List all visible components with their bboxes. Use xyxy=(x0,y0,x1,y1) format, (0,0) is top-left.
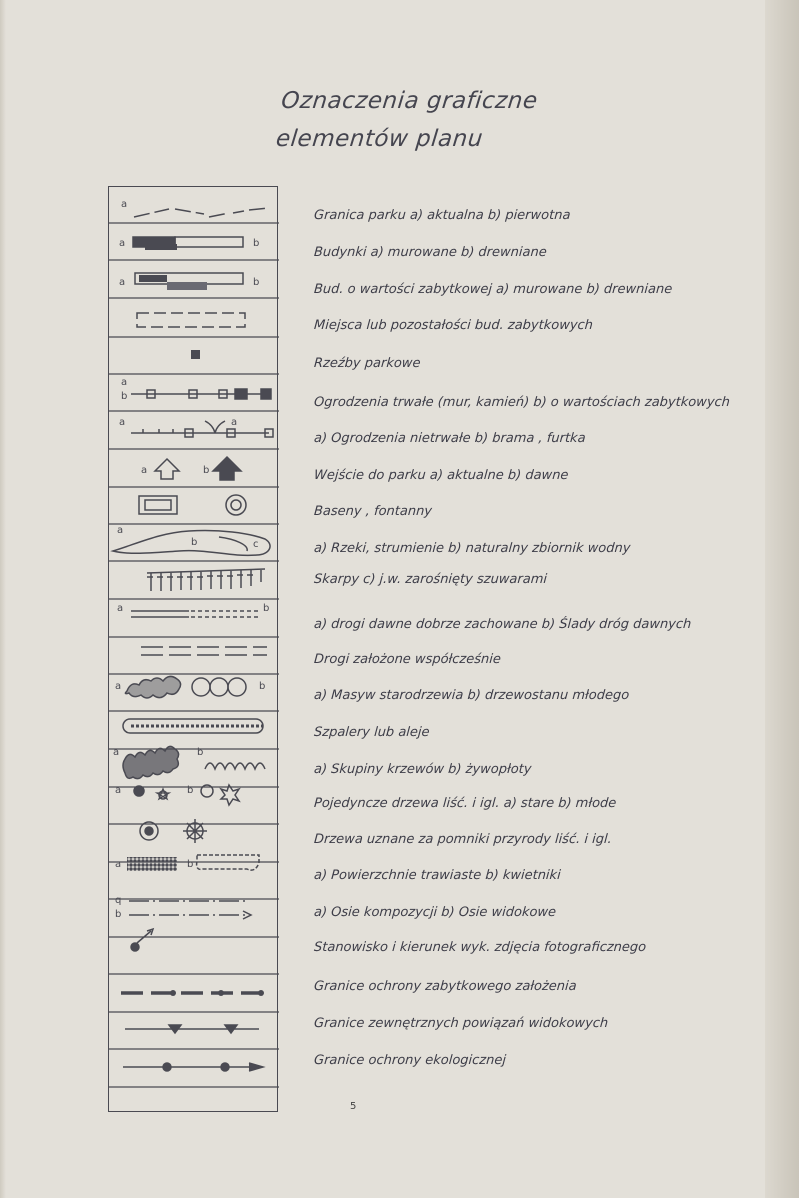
legend-text-shrubs: a) Skupiny krzewów b) żywopłoty xyxy=(313,762,532,777)
svg-text:b: b xyxy=(253,277,260,288)
symbol-pools-fountains xyxy=(139,495,246,515)
svg-text:a: a xyxy=(113,747,120,758)
symbol-view-boundary xyxy=(125,1025,259,1033)
page-left-shadow xyxy=(0,0,6,1198)
symbol-rivers xyxy=(113,525,270,555)
svg-text:b: b xyxy=(115,909,122,920)
legend-text-buildings: Budynki a) murowane b) drewniane xyxy=(313,245,548,260)
svg-text:b: b xyxy=(191,537,198,548)
legend-text-alleys: Szpalery lub aleje xyxy=(313,725,431,740)
legend-text-grass: a) Powierzchnie trawiaste b) kwietniki xyxy=(313,868,562,883)
svg-text:a: a xyxy=(117,525,124,536)
symbol-nature-monuments xyxy=(140,819,207,843)
svg-text:b: b xyxy=(121,391,128,402)
symbol-permanent-fences xyxy=(121,377,271,402)
legend-text-permanent-fences: Ogrodzenia trwałe (mur, kamień) b) o wartościach zabytkowych xyxy=(313,395,731,410)
svg-text:a: a xyxy=(119,238,126,249)
legend-text-modern-roads: Drogi założone współcześnie xyxy=(313,652,502,667)
legend-symbol-column xyxy=(108,186,278,1112)
legend-text-historic-buildings: Bud. o wartości zabytkowej a) murowane b) drewniane xyxy=(313,282,673,297)
svg-text:a: a xyxy=(119,277,126,288)
legend-symbols xyxy=(109,187,279,1113)
symbol-park-sculpture xyxy=(191,350,200,359)
symbol-historic-remains xyxy=(137,313,245,327)
svg-text:b: b xyxy=(203,465,210,476)
svg-text:a: a xyxy=(117,603,124,614)
legend-text-historic-remains: Miejsca lub pozostałości bud. zabytkowych xyxy=(313,318,594,333)
legend-text-non-permanent-fences: a) Ogrodzenia nietrwałe b) brama , furtka xyxy=(313,431,587,446)
legend-text-nature-monuments: Drzewa uznane za pomniki przyrody liść. i igl. xyxy=(313,832,613,847)
legend-text-view-boundary: Granice zewnętrznych powiązań widokowych xyxy=(313,1016,609,1031)
symbol-eco-boundary xyxy=(123,1063,263,1071)
svg-text:a: a xyxy=(115,859,122,870)
svg-text:b: b xyxy=(197,747,204,758)
symbol-escarpments xyxy=(147,569,265,591)
page-number: 5 xyxy=(350,1101,357,1112)
legend-text-park-boundary: Granica parku a) aktualna b) pierwotna xyxy=(313,208,571,223)
legend-text-escarpments: Skarpy c) j.w. zarośnięty szuwarami xyxy=(313,572,548,587)
legend-text-old-roads: a) drogi dawne dobrze zachowane b) Ślady dróg dawnych xyxy=(313,617,692,632)
legend-text-rivers: a) Rzeki, strumienie b) naturalny zbiornik wodny xyxy=(313,541,631,556)
svg-text:b: b xyxy=(259,681,266,692)
svg-text:q: q xyxy=(115,895,122,906)
symbol-park-entrance xyxy=(141,457,241,480)
svg-text:b: b xyxy=(253,238,260,249)
svg-text:a: a xyxy=(231,417,238,428)
legend-text-protection-boundary: Granice ochrony zabytkowego założenia xyxy=(313,979,578,994)
title-line-1: Oznaczenia graficzne xyxy=(280,88,539,114)
svg-text:a: a xyxy=(115,785,122,796)
legend-text-axes: a) Osie kompozycji b) Osie widokowe xyxy=(313,905,557,920)
symbol-alleys xyxy=(123,719,263,733)
symbol-non-permanent-fences xyxy=(119,417,273,437)
svg-text:a: a xyxy=(121,377,128,388)
svg-text:b: b xyxy=(187,859,194,870)
symbol-buildings xyxy=(119,237,259,250)
svg-text:b: b xyxy=(263,603,270,614)
legend-text-pools: Baseny , fontanny xyxy=(313,504,433,519)
svg-text:b: b xyxy=(187,785,194,796)
svg-text:a: a xyxy=(141,465,148,476)
svg-text:a: a xyxy=(121,199,128,210)
legend-text-tree-stands: a) Masyw starodrzewia b) drzewostanu młodego xyxy=(313,688,630,703)
symbol-old-roads xyxy=(117,603,269,617)
symbol-single-trees xyxy=(115,785,239,805)
svg-text:a: a xyxy=(115,681,122,692)
symbol-protection-boundary xyxy=(121,990,267,996)
legend-text-single-trees: Pojedyncze drzewa liść. i igl. a) stare b) młode xyxy=(313,796,617,811)
svg-text:c: c xyxy=(253,539,259,550)
symbol-shrubs-hedges xyxy=(113,746,265,778)
symbol-park-boundary xyxy=(121,199,269,217)
symbol-tree-stands xyxy=(115,676,265,698)
svg-text:a: a xyxy=(119,417,126,428)
title-line-2: elementów planu xyxy=(274,126,485,152)
legend-text-photo-station: Stanowisko i kierunek wyk. zdjęcia fotograficznego xyxy=(313,940,647,955)
legend-text-sculptures: Rzeźby parkowe xyxy=(313,356,421,371)
symbol-historic-buildings xyxy=(119,273,259,290)
symbol-modern-roads xyxy=(141,647,267,655)
legend-text-entrance: Wejście do parku a) aktualne b) dawne xyxy=(313,468,569,483)
symbol-grass-surfaces xyxy=(115,855,259,871)
symbol-photo-station xyxy=(131,929,153,951)
legend-text-eco-boundary: Granice ochrony ekologicznej xyxy=(313,1053,507,1068)
